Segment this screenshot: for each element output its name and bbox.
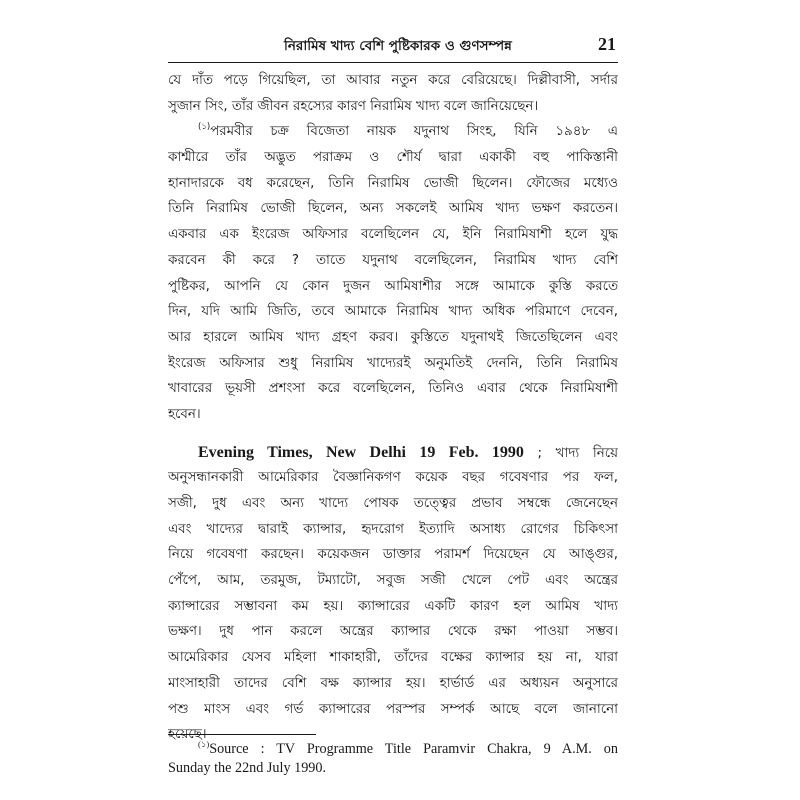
text-line: সুজান সিং, তাঁর জীবন রহস্যের কারণ নিরামিষ খাদ্য বলে জানিয়েছেন। <box>168 98 539 114</box>
text-line: যে দাঁত পড়ে গিয়েছিল, তা আবার নতুন করে বেরিয়েছে। দিল্লীবাসী, সর্দার <box>168 73 618 88</box>
page-number: 21 <box>598 34 616 54</box>
paragraph-gap <box>168 428 618 440</box>
footnote-rule <box>168 734 316 735</box>
header-title: নিরামিষ খাদ্য বেশি পুষ্টিকারক ও গুণসম্পন্ন <box>284 38 512 54</box>
paragraph-2 <box>168 119 618 427</box>
text-line: মাংসাহারী তাদের বেশি বক্ষ ক্যান্সার হয়। হার্ভার্ড এর অধ্যয়ন অনুসারে <box>168 675 618 691</box>
footnote-marker: (১) <box>198 122 211 133</box>
book-page <box>168 28 618 776</box>
source-citation: Evening Times, New Delhi 19 Feb. 1990 <box>198 443 524 461</box>
footnote <box>168 740 618 778</box>
paragraph-3 <box>168 440 618 748</box>
text-line-content: ; খাদ্য নিয়ে <box>523 445 618 461</box>
paragraph-1 <box>168 68 618 119</box>
text-line: হয়েছে। <box>168 727 207 743</box>
text-line: সজী, দুধ এবং অন্য খাদ্যে পোষক তত্ত্বের প্রভাব সম্বন্ধে জেনেছেন <box>168 496 618 511</box>
footnote-marker: (১) <box>198 740 210 749</box>
running-header <box>168 28 618 63</box>
footnote-line: Sunday the 22nd July 1990. <box>168 760 327 776</box>
text-line: একবার এক ইংরেজ অফিসার বলেছিলেন যে, ইনি নিরামিষাশী হলে যুদ্ধ <box>168 227 618 243</box>
body-text <box>168 68 618 748</box>
text-line: পেঁপে, আম, তরমুজ, টম্যাটো, সবুজ সজী খেলে পেট এবং অন্ত্রের <box>168 573 618 589</box>
text-line: কাশ্মীরে তাঁর অদ্ভুত পরাক্রম ও শৌর্য দ্বারা একাকী বহু পাকিস্তানী <box>168 150 618 166</box>
text-line: হবেন। <box>168 406 201 422</box>
text-line: হানাদারকে বধ করেছেন, তিনি নিরামিষ ভোজী ছিলেন। ফৌজের মধ্যেও <box>168 175 618 191</box>
footnote-text: Source : TV Programme Title Paramvir Chakra, 9 A.M. on <box>209 741 618 757</box>
text-line: ইংরেজ অফিসার শুধু নিরামিষ খাদ্যেরই অনুমতিই দেননি, তিনি নিরামিষ <box>168 355 618 371</box>
text-line: অনুসন্ধানকারী আমেরিকার বৈজ্ঞানিকগণ কয়েক বছর গবেষণার পর ফল, <box>168 470 618 486</box>
text-line <box>168 119 618 145</box>
text-line: করবেন কী করে ? তাতে যদুনাথ বলেছিলেন, নিরামিষ খাদ্য বেশি <box>168 252 618 268</box>
text-line: ভক্ষণ। দুধ পান করলে অন্ত্রের ক্যান্সার থেকে রক্ষা পাওয়া সম্ভব। <box>168 624 618 640</box>
text-line: নিয়ে গবেষণা করছেন। কয়েকজন ডাক্তার পরামর্শ দিয়েছেন যে আঙ্গুর, <box>168 547 618 563</box>
text-line: ক্যান্সারের সম্ভাবনা কম হয়। ক্যান্সারের একটি কারণ হল আমিষ খাদ্য <box>168 598 618 614</box>
footnote-line <box>168 740 618 759</box>
text-line: পুষ্টিকর, আপনি যে কোন দুজন আমিষাশীর সঙ্গে আমাকে কুস্তি করতে <box>168 278 618 294</box>
text-line: তিনি নিরামিষ ভোজী ছিলেন, অন্য সকলেই আমিষ খাদ্য ভক্ষণ করতেন। <box>168 201 618 217</box>
text-line: আমেরিকার যেসব মহিলা শাকাহারী, তাঁদের বক্ষের ক্যান্সার হয় না, যারা <box>168 650 618 666</box>
text-line: খাবারের ভূয়সী প্রশংসা করে বলেছিলেন, তিনিও এবার থেকে নিরামিষাশী <box>168 381 618 397</box>
text-line <box>168 440 618 466</box>
text-line: আর হারলে আমিষ খাদ্য গ্রহণ করব। কুস্তিতে যদুনাথই জিতেছিলেন এবং <box>168 329 618 345</box>
text-line: পশু মাংস এবং গর্ভ ক্যান্সারের পরস্পর সম্পর্ক আছে বলে জানানো <box>168 701 618 717</box>
text-line-content: পরমবীর চক্র বিজেতা নায়ক যদুনাথ সিংহ, যিনি ১৯৪৮ এ <box>210 124 618 140</box>
text-line: দিন, যদি আমি জিতি, তবে আমাকে নিরামিষ খাদ্য অধিক পরিমাণে দেবেন, <box>168 304 618 320</box>
text-line: এবং খাদ্যের দ্বারাই ক্যান্সার, হৃদরোগ ইত্যাদি অসাধ্য রোগের চিকিৎসা <box>168 521 618 537</box>
